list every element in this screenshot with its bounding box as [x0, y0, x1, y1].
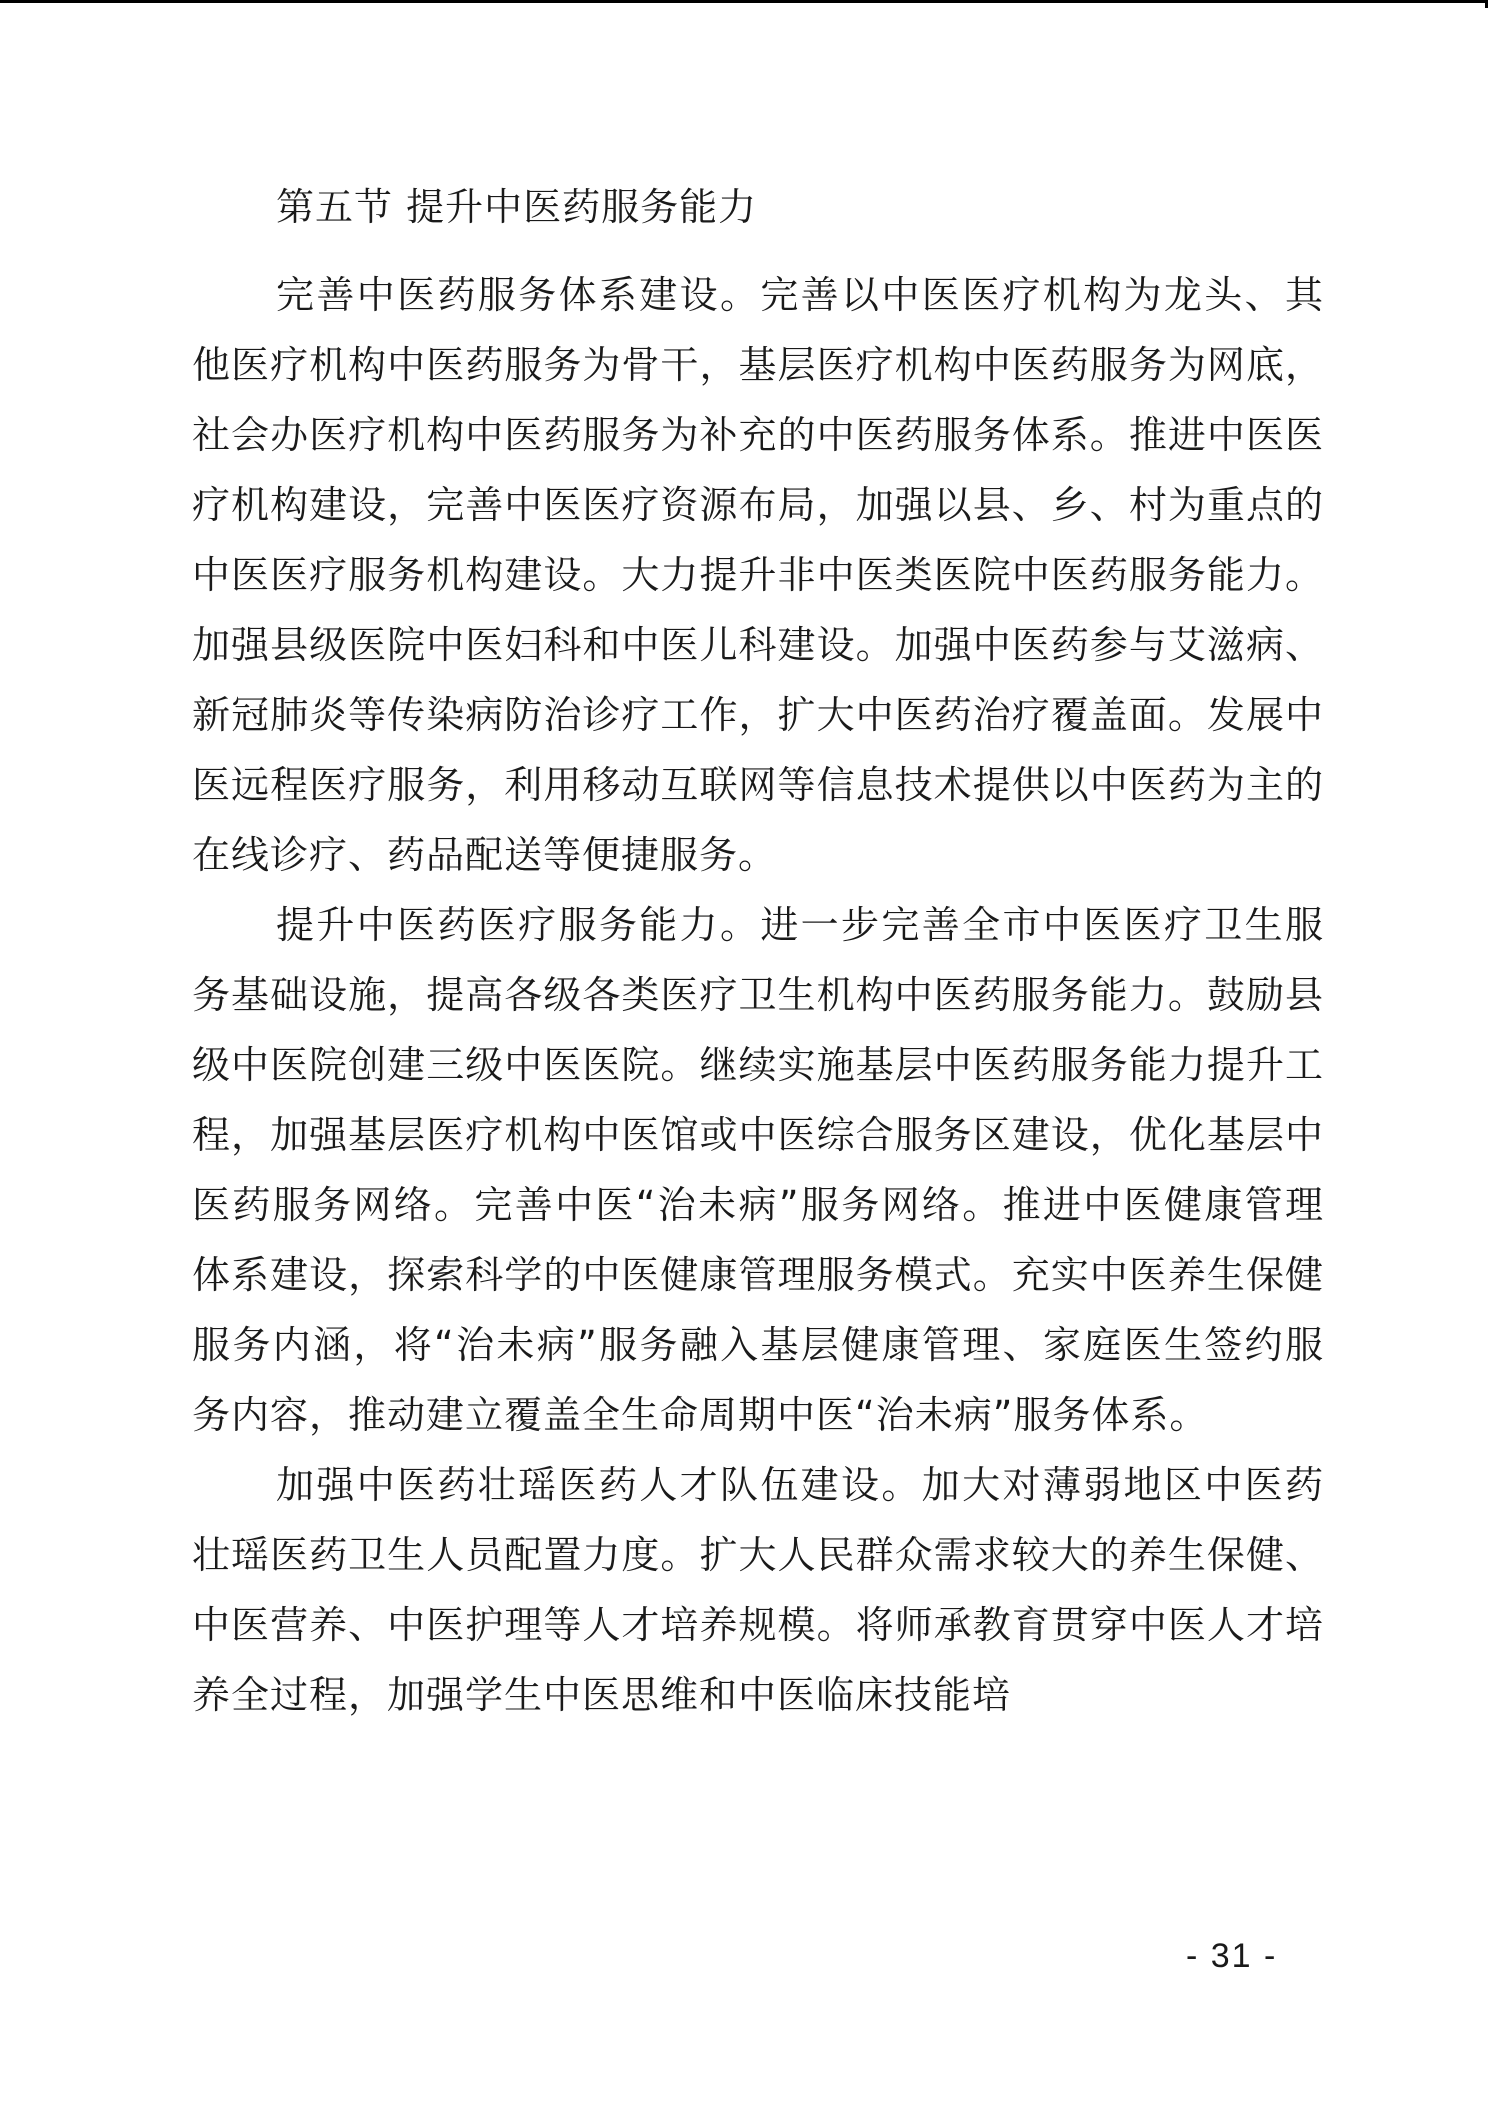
paragraph-service-system: 完善中医药服务体系建设。完善以中医医疗机构为龙头、其他医疗机构中医药服务为骨干，基层医疗机构中医药服务为网底，社会办医疗机构中医药服务为补充的中医药服务体系。推进中医医疗机构建设，完善中医医疗资源布局，加强以县、乡、村为重点的中医医疗服务机构建设。大力提升非中医类医院中医药服务能力。加强县级医院中医妇科和中医儿科建设。加强中医药参与艾滋病、新冠肺炎等传染病防治诊疗工作，扩大中医药治疗覆盖面。发展中医远程医疗服务，利用移动互联网等信息技术提供以中医药为主的在线诊疗、药品配送等便捷服务。	[192, 273, 1324, 877]
section-title: 第五节 提升中医药服务能力	[276, 185, 758, 229]
top-border-line	[0, 0, 1488, 3]
paragraph-medical-service-capacity: 提升中医药医疗服务能力。进一步完善全市中医医疗卫生服务基础设施，提高各级各类医疗卫生机构中医药服务能力。鼓励县级中医院创建三级中医医院。继续实施基层中医药服务能力提升工程，加强基层医疗机构中医馆或中医综合服务区建设，优化基层中医药服务网络。完善中医“治未病”服务网络。推进中医健康管理体系建设，探索科学的中医健康管理服务模式。充实中医养生保健服务内涵，将“治未病”服务融入基层健康管理、家庭医生签约服务内容，推动建立覆盖全生命周期中医“治未病”服务体系。	[192, 903, 1324, 1437]
paragraph-talent-team: 加强中医药壮瑶医药人才队伍建设。加大对薄弱地区中医药壮瑶医药卫生人员配置力度。扩大人民群众需求较大的养生保健、中医营养、中医护理等人才培养规模。将师承教育贯穿中医人才培养全过程，加强学生中医思维和中医临床技能培	[192, 1463, 1324, 1717]
document-page	[192, 172, 1324, 1730]
page-number: - 31 -	[1186, 1937, 1278, 1975]
